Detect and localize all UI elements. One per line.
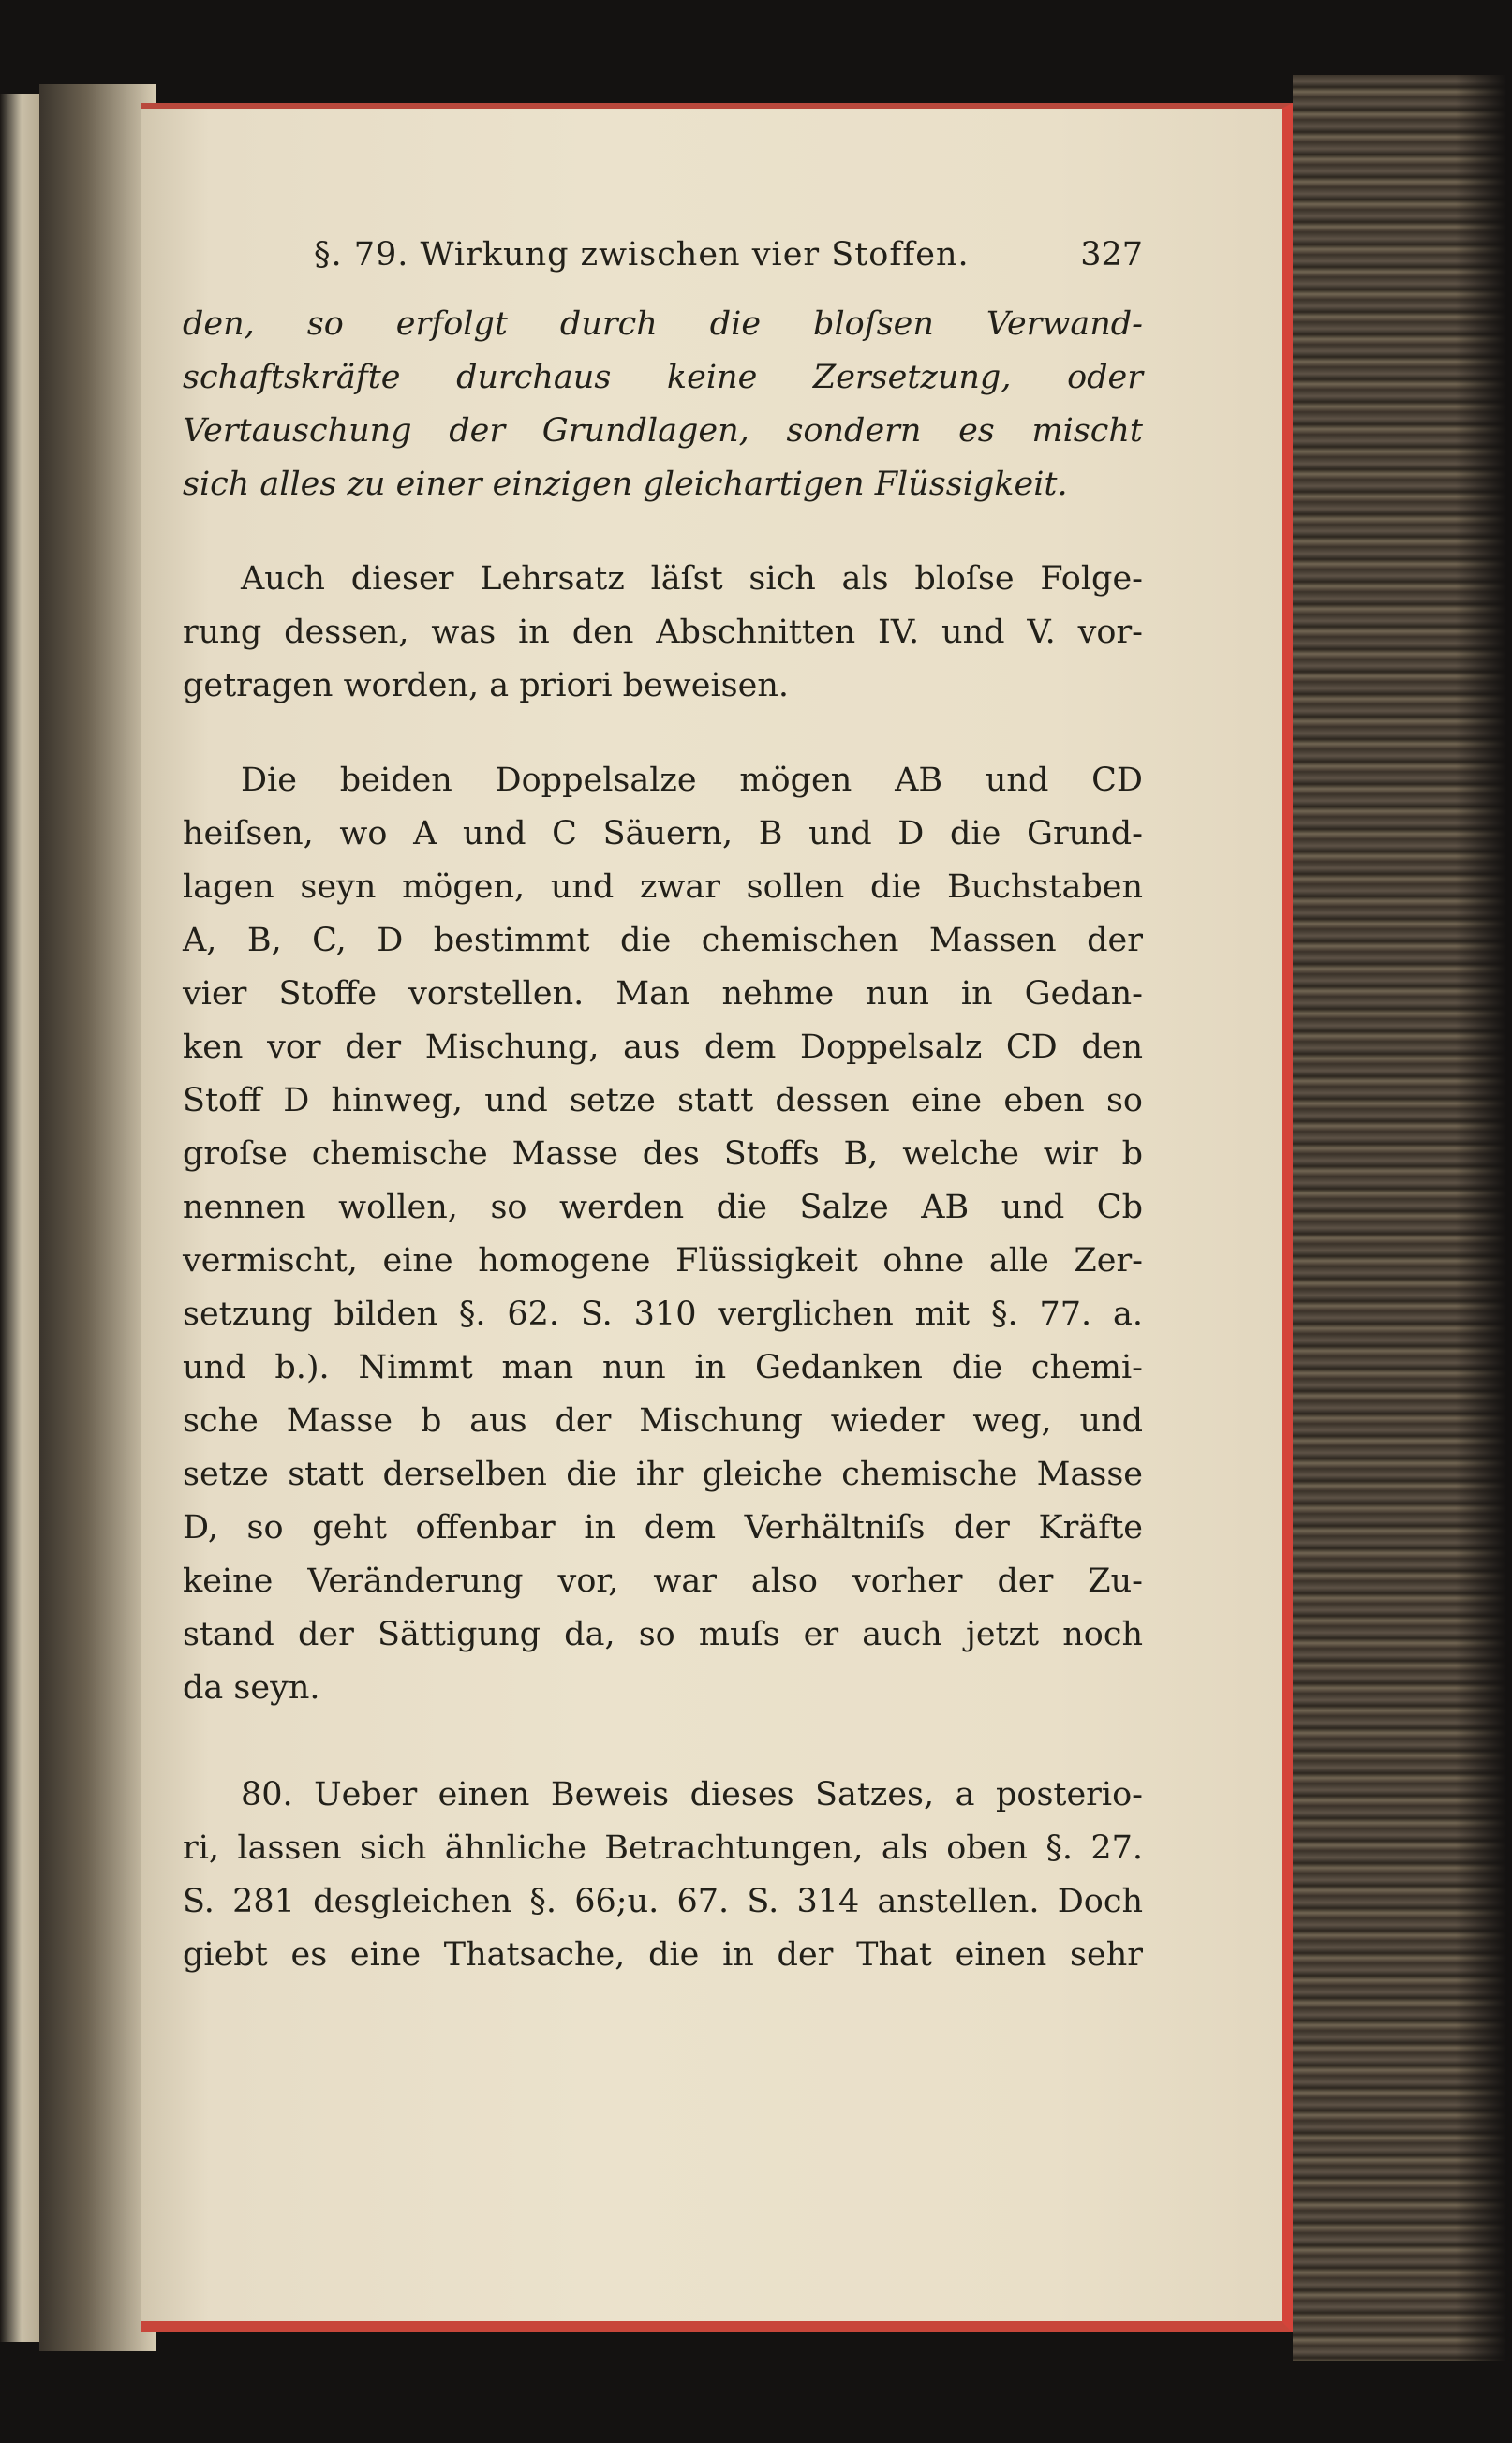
- text-line: keine Veränderung vor, war also vorher der Zu-: [183, 1562, 1143, 1600]
- text-line: sich alles zu einer einzigen gleichartigen Flüssigkeit.: [183, 466, 1068, 503]
- text-line: heiſsen, wo A und C Säuern, B und D die Grund-: [183, 815, 1143, 852]
- paragraph-section-80: [183, 1769, 1143, 1982]
- text-line: sche Masse b aus der Mischung wieder weg, und: [183, 1402, 1143, 1440]
- text-line: da seyn.: [183, 1669, 320, 1707]
- text-line: Vertauschung der Grundlagen, sondern es mischt: [183, 412, 1143, 450]
- cover-board: [1293, 75, 1512, 2361]
- book-page: [141, 103, 1293, 2332]
- text-line: getragen worden, a priori beweisen.: [183, 667, 790, 704]
- text-line: groſse chemische Masse des Stoffs B, welche wir b: [183, 1135, 1143, 1173]
- text-line: rung dessen, was in den Abschnitten IV. und V. vor-: [183, 614, 1143, 651]
- page-text: [183, 229, 1143, 1982]
- running-header: [314, 229, 1143, 285]
- text-line: den, so erfolgt durch die bloſsen Verwand-: [183, 305, 1143, 343]
- text-line: ri, lassen sich ähnliche Betrachtungen, als oben §. 27.: [183, 1829, 1143, 1867]
- text-line: D, so geht offenbar in dem Verhältniſs der Kräfte: [183, 1509, 1143, 1547]
- text-line: schaftskräfte durchaus keine Zersetzung, oder: [183, 359, 1143, 396]
- text-line: vermischt, eine homogene Flüssigkeit ohne alle Zer-: [183, 1242, 1143, 1280]
- text-line: Die beiden Doppelsalze mögen AB und CD: [241, 762, 1143, 799]
- text-line: und b.). Nimmt man nun in Gedanken die chemi-: [183, 1349, 1143, 1386]
- header-title: §. 79. Wirkung zwischen vier Stoffen.: [314, 236, 970, 274]
- text-line: Auch dieser Lehrsatz läſst sich als bloſse Folge-: [241, 560, 1143, 598]
- paragraph-lehrsatz: [183, 553, 1143, 713]
- text-line: ken vor der Mischung, aus dem Doppelsalz CD den: [183, 1029, 1143, 1066]
- book-spine: [39, 84, 156, 2351]
- left-page-edge: [0, 94, 42, 2342]
- paragraph-doppelsalze: [183, 754, 1143, 1715]
- page-number: 327: [1080, 236, 1143, 274]
- text-line: A, B, C, D bestimmt die chemischen Massen der: [183, 922, 1143, 959]
- text-line: Stoff D hinweg, und setze statt dessen eine eben so: [183, 1082, 1143, 1119]
- text-line: giebt es eine Thatsache, die in der That einen sehr: [183, 1936, 1143, 1974]
- text-line: nennen wollen, so werden die Salze AB und Cb: [183, 1189, 1143, 1226]
- text-line: setzung bilden §. 62. S. 310 verglichen mit §. 77. a.: [183, 1296, 1143, 1333]
- text-line: stand der Sättigung da, so muſs er auch jetzt noch: [183, 1616, 1143, 1653]
- text-line: S. 281 desgleichen §. 66;u. 67. S. 314 anstellen. Doch: [183, 1883, 1143, 1920]
- text-line: lagen seyn mögen, und zwar sollen die Buchstaben: [183, 868, 1143, 906]
- text-line: setze statt derselben die ihr gleiche chemische Masse: [183, 1456, 1143, 1493]
- paragraph-continuation: [183, 298, 1143, 511]
- text-line: vier Stoffe vorstellen. Man nehme nun in Gedan-: [183, 975, 1143, 1013]
- text-line: 80. Ueber einen Beweis dieses Satzes, a posterio-: [241, 1776, 1143, 1814]
